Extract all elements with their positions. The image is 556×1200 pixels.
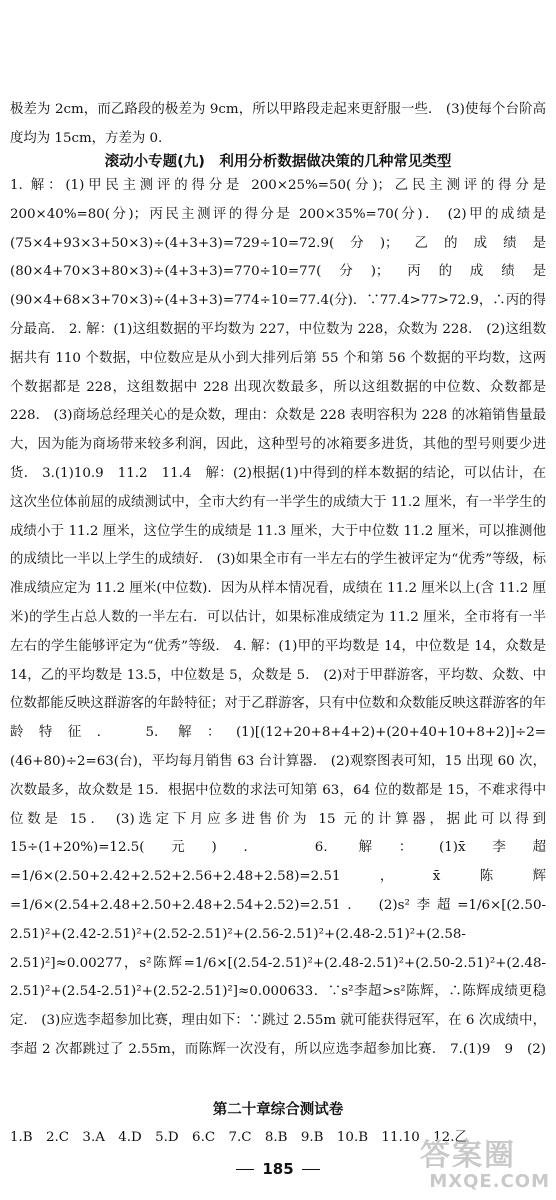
- section-heading: 滚动小专题(九) 利用分析数据做决策的几种常见类型: [104, 154, 452, 170]
- page-number-right-dash: [302, 1169, 320, 1170]
- watermark-bottom-text: MXQE.COM: [429, 1171, 550, 1192]
- watermark-logo: [420, 1140, 550, 1196]
- chapter-heading: 第二十章综合测试卷: [212, 1102, 344, 1118]
- intro-text: 极差为 2cm，而乙路段的极差为 9cm，所以甲路段走起来更舒服一些． (3)使每个台阶高度均为 15cm，方差为 0.: [10, 102, 546, 146]
- solutions-text: 1. 解：(1)甲民主测评的得分是 200×25%=50(分)；乙民主测评的得分是 200×40%=80(分)；丙民主测评的得分是 200×35%=70(分)． (2)甲的成绩是(75×4+93×3+50×3)÷(4+3+3)=729÷10=72.9(分)；乙的成绩是(80×4+70×3+80×3)÷(4+3+3)=770÷10=77(分)；丙的成绩是(90×4+68×3+70×3)÷(4+3+3)=774÷10=77.4(分)．∵77.4>77>72.9，∴丙的得分最高． 2. 解：(1)这组数据的平均数为 227，中位数为 228，众数为 228． (2)这组数据共有 110 个数据，中位数应是从小到大排列后第 55 个和第 56 个数据的平均数，这两个数据都是 228，这组数据中 228 出现次数最多，所以这组数据的中位数、众数都是 228． (3)商场总经理关心的是众数，理由：众数是 228 表明容积为 228 的冰箱销售量最大，因为能为商场带来较多利润，因此，这种型号的冰箱要多进货，其他的型号则要少进货． 3.(1)10.9 11.2 11.4 解：(2)根据(1)中得到的样本数据的结论，可以估计，在这次坐位体前屈的成绩测试中，全市大约有一半学生的成绩大于 11.2 厘米，有一半学生的成绩小于 11.2 厘米，这位学生的成绩是 11.3 厘米，大于中位数 11.2 厘米，可以推测他的成绩比一半以上学生的成绩好． (3)如果全市有一半左右的学生被评定为“优秀”等级，标准成绩应定为 11.2 厘米(中位数)．因为从样本情况看，成绩在 11.2 厘米以上(含 11.2 厘米)的学生占总人数的一半左右．可以估计，如果标准成绩定为 11.2 厘米，全市将有一半左右的学生能够评定为“优秀”等级． 4. 解：(1)甲的平均数是 14，中位数是 14，众数是 14，乙的平均数是 13.5，中位数是 5，众数是 5． (2)对于甲群游客，平均数、众数、中位数都能反映这群游客的年龄特征；对于乙群游客，只有中位数和众数能反映这群游客的年龄特征． 5. 解：(1)[(12+20+8+4+2)+(20+40+10+8+2)]÷2=(46+80)÷2=63(台)，平均每月销售 63 台计算器． (2)观察图表可知，15 出现 60 次，次数最多，故众数是 15．根据中位数的求法可知第 63，64 位的数都是 15，不难求得中位数是 15． (3)选定下月应多进售价为 15 元的计算器，据此可以得到 15÷(1+20%)=12.5(元)． 6. 解：(1)x̄李超=1/6×(2.50+2.42+2.52+2.56+2.48+2.58)=2.51，x̄陈辉=1/6×(2.54+2.48+2.50+2.48+2.54+2.52)=2.51． (2)s²李超=1/6×[(2.50-2.51)²+(2.42-2.51)²+(2.52-2.51)²+(2.56-2.51)²+(2.48-2.51)²+(2.58-2.51)²]≈0.00277，s²陈辉=1/6×[(2.54-2.51)²+(2.48-2.51)²+(2.50-2.51)²+(2.48-2.51)²+(2.54-2.51)²+(2.52-2.51)²]≈0.000633．∵s²李超>s²陈辉，∴陈辉成绩更稳定． (3)应选李超参加比赛，理由如下：∵跳过 2.55m 就可能获得冠军，在 6 次成绩中，李超 2 次都跳过了 2.55m，而陈辉一次没有，所以应选李超参加比赛． 7.(1)9 9 (2): [10, 178, 546, 1057]
- watermark-top-text: 答案圈: [420, 1138, 516, 1173]
- page-number-left-dash: [236, 1169, 254, 1170]
- solutions-body: [10, 172, 546, 1068]
- page-number: 185: [262, 1160, 294, 1178]
- answers-line: 1.B 2.C 3.A 4.D 5.D 6.C 7.C 8.B 9.B 10.B 11.10 12.乙: [10, 1130, 468, 1145]
- intro-paragraph: [10, 96, 546, 154]
